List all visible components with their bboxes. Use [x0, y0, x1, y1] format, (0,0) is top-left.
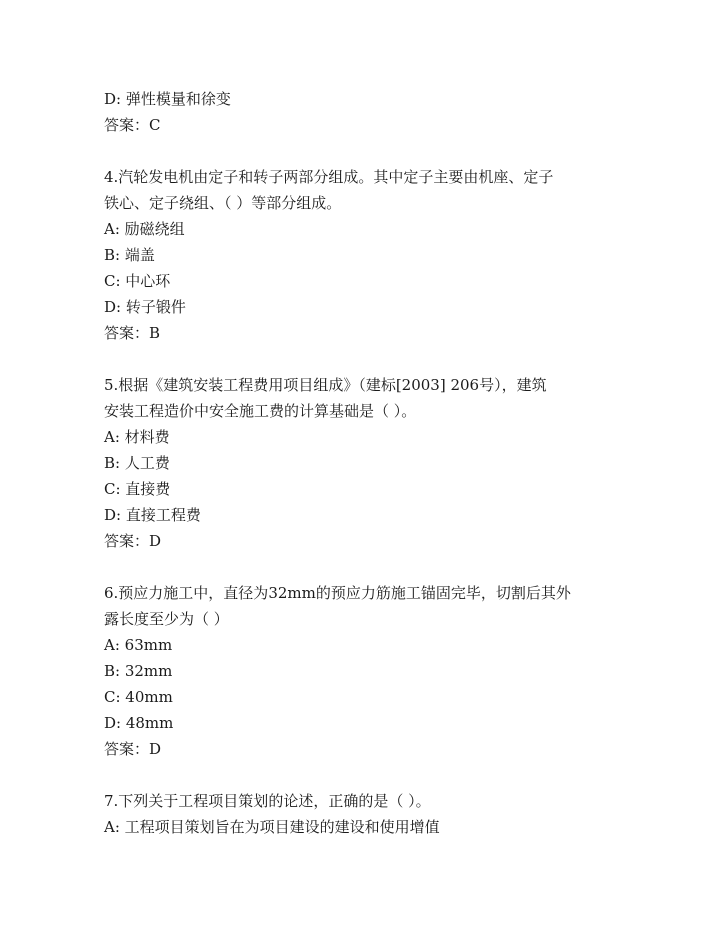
q5-stem-line1: 5.根据《建筑安装工程费用项目组成》（建标[2003] 206号），建筑 [104, 376, 547, 394]
spacer [104, 138, 624, 164]
spacer [104, 346, 624, 372]
q6-option-d: D: 48mm [104, 714, 174, 732]
question-list [104, 86, 624, 840]
q6-option-c: C: 40mm [104, 688, 173, 706]
q7-stem-line1: 7.下列关于工程项目策划的论述，正确的是（ ）。 [104, 792, 431, 810]
q4-stem-line2: 铁心、定子绕组、（ ）等部分组成。 [104, 194, 342, 212]
spacer [104, 554, 624, 580]
q6-stem-line1: 6.预应力施工中，直径为32mm的预应力筋施工锚固完毕，切割后其外 [104, 584, 571, 602]
prev-option-d: D: 弹性模量和徐变 [104, 90, 231, 108]
q6-option-b: B: 32mm [104, 662, 173, 680]
q5-stem-line2: 安装工程造价中安全施工费的计算基础是（ ）。 [104, 402, 417, 420]
spacer [104, 762, 624, 788]
q7-option-a: A: 工程项目策划旨在为项目建设的建设和使用增值 [104, 818, 440, 836]
q5-option-d: D: 直接工程费 [104, 506, 201, 524]
q4-option-a: A: 励磁绕组 [104, 220, 185, 238]
q5-answer: 答案：D [104, 532, 162, 550]
q5-option-c: C: 直接费 [104, 480, 171, 498]
q4-answer: 答案：B [104, 324, 161, 342]
q5-option-b: B: 人工费 [104, 454, 170, 472]
q4-option-c: C: 中心环 [104, 272, 171, 290]
prev-answer: 答案：C [104, 116, 161, 134]
q4-stem-line1: 4.汽轮发电机由定子和转子两部分组成。其中定子主要由机座、定子 [104, 168, 554, 186]
q5-option-a: A: 材料费 [104, 428, 170, 446]
q4-option-b: B: 端盖 [104, 246, 155, 264]
q6-answer: 答案：D [104, 740, 162, 758]
q4-option-d: D: 转子锻件 [104, 298, 186, 316]
q6-option-a: A: 63mm [104, 636, 173, 654]
q6-stem-line2: 露长度至少为（ ） [104, 610, 229, 628]
